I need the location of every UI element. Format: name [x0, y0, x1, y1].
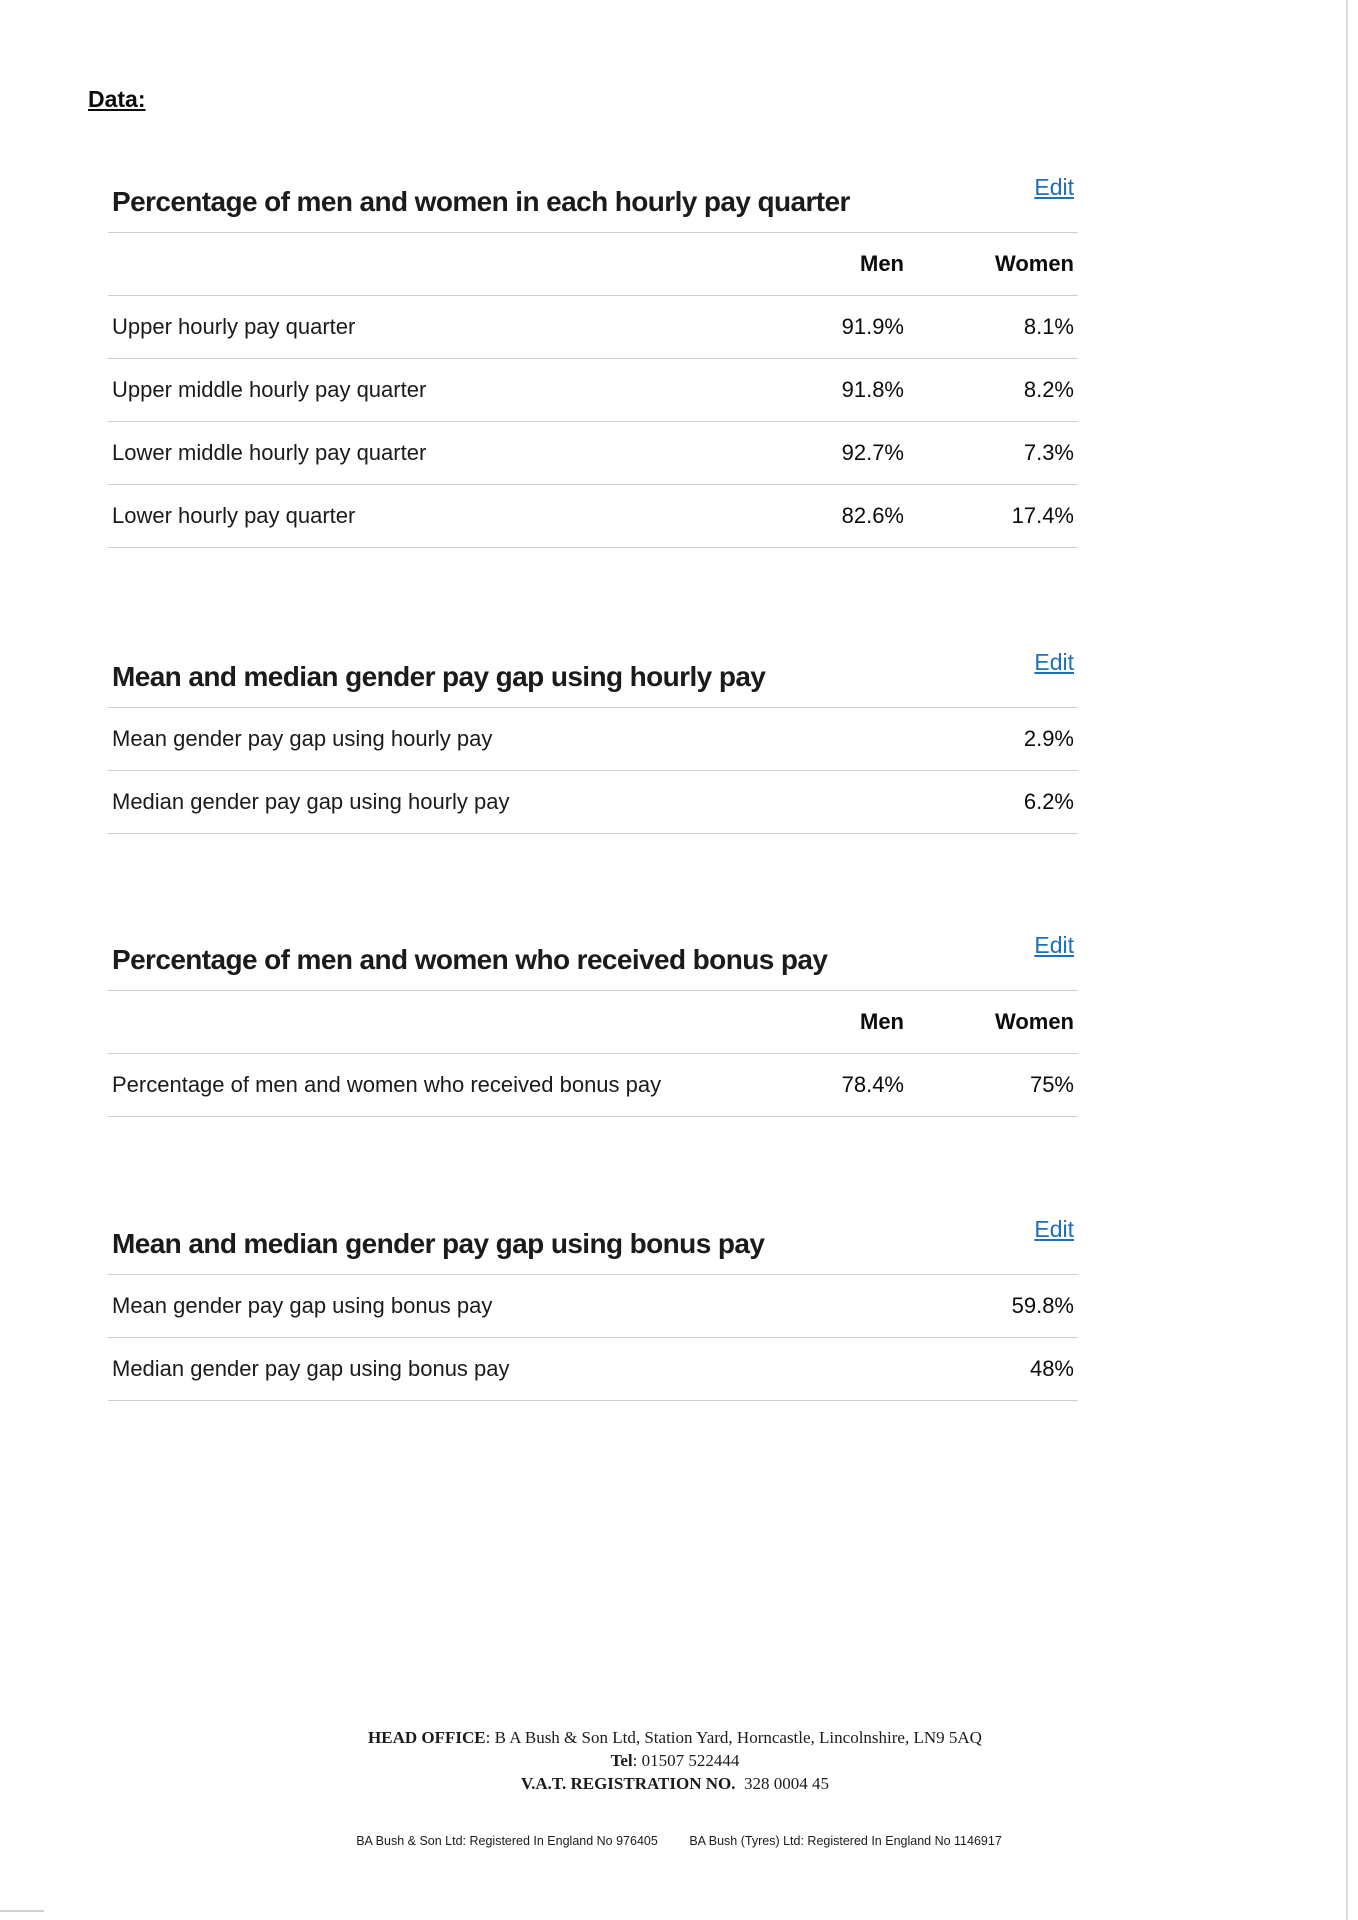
letterhead-footer: [200, 1726, 1150, 1795]
registration-bush-tyres: BA Bush (Tyres) Ltd: Registered In England No 1146917: [689, 1834, 1002, 1848]
row-label: Percentage of men and women who received bonus pay: [112, 1072, 662, 1097]
men-value: 91.9%: [841, 314, 904, 339]
table-header-row: [108, 233, 1078, 296]
table-row: [108, 296, 1078, 359]
section-title: Percentage of men and women in each hourly pay quarter: [112, 186, 850, 217]
men-value: 82.6%: [841, 503, 904, 528]
section-title: Mean and median gender pay gap using hourly pay: [112, 661, 766, 692]
registration-bush-son: BA Bush & Son Ltd: Registered In England No 976405: [356, 1834, 658, 1848]
column-header-men: Men: [860, 251, 904, 276]
row-label: Mean gender pay gap using hourly pay: [112, 726, 493, 751]
table-row: [108, 422, 1078, 485]
data-heading: Data:: [88, 86, 146, 112]
row-value: 59.8%: [1011, 1293, 1074, 1318]
bonus-gap-section: [108, 1212, 1078, 1401]
row-label: Lower hourly pay quarter: [112, 503, 356, 528]
row-label: Upper middle hourly pay quarter: [112, 377, 427, 402]
section-header: [108, 645, 1078, 708]
table-header-row: [108, 991, 1078, 1054]
head-office-label: HEAD OFFICE: [368, 1728, 486, 1747]
men-value: 78.4%: [841, 1072, 904, 1097]
bonus-received-section: [108, 928, 1078, 1117]
scan-mark: [0, 1910, 44, 1912]
table-row: [108, 1338, 1078, 1401]
head-office-line: [200, 1726, 1150, 1749]
men-value: 92.7%: [841, 440, 904, 465]
hourly-gap-section: [108, 645, 1078, 834]
edit-link[interactable]: Edit: [1034, 174, 1074, 200]
section-header: [108, 1212, 1078, 1275]
table-row: [108, 1054, 1078, 1117]
row-label: Lower middle hourly pay quarter: [112, 440, 427, 465]
section-title: Mean and median gender pay gap using bonus pay: [112, 1228, 765, 1259]
edit-link[interactable]: Edit: [1034, 1216, 1074, 1242]
registration-line: [0, 1834, 1358, 1848]
women-value: 8.2%: [1023, 377, 1074, 402]
vat-label: V.A.T. REGISTRATION NO.: [521, 1774, 736, 1793]
table-row: [108, 485, 1078, 548]
vat-number: 328 0004 45: [743, 1774, 829, 1793]
edit-link[interactable]: Edit: [1034, 649, 1074, 675]
page-edge-line: [1346, 0, 1348, 1920]
row-value: 48%: [1029, 1356, 1074, 1381]
section-header: [108, 928, 1078, 991]
section-header: [108, 170, 1078, 233]
row-label: Mean gender pay gap using bonus pay: [112, 1293, 493, 1318]
table-row: [108, 771, 1078, 834]
table-row: [108, 1275, 1078, 1338]
table-row: [108, 708, 1078, 771]
women-value: 7.3%: [1023, 440, 1074, 465]
column-header-men: Men: [860, 1009, 904, 1034]
row-label: Median gender pay gap using bonus pay: [112, 1356, 510, 1381]
telephone-line: [200, 1749, 1150, 1772]
row-value: 6.2%: [1023, 789, 1074, 814]
section-title: Percentage of men and women who received bonus pay: [112, 944, 828, 975]
row-value: 2.9%: [1023, 726, 1074, 751]
vat-line: [200, 1772, 1150, 1795]
men-value: 91.8%: [841, 377, 904, 402]
row-label: Upper hourly pay quarter: [112, 314, 356, 339]
edit-link[interactable]: Edit: [1034, 932, 1074, 958]
women-value: 17.4%: [1011, 503, 1074, 528]
hourly-quarters-section: [108, 170, 1078, 548]
column-header-women: Women: [994, 1009, 1074, 1034]
column-header-women: Women: [994, 251, 1074, 276]
women-value: 8.1%: [1023, 314, 1074, 339]
telephone-label: Tel: [610, 1751, 633, 1770]
women-value: 75%: [1029, 1072, 1074, 1097]
table-row: [108, 359, 1078, 422]
telephone-number: : 01507 522444: [632, 1751, 740, 1770]
head-office-address: : B A Bush & Son Ltd, Station Yard, Horncastle, Lincolnshire, LN9 5AQ: [485, 1728, 982, 1747]
row-label: Median gender pay gap using hourly pay: [112, 789, 510, 814]
